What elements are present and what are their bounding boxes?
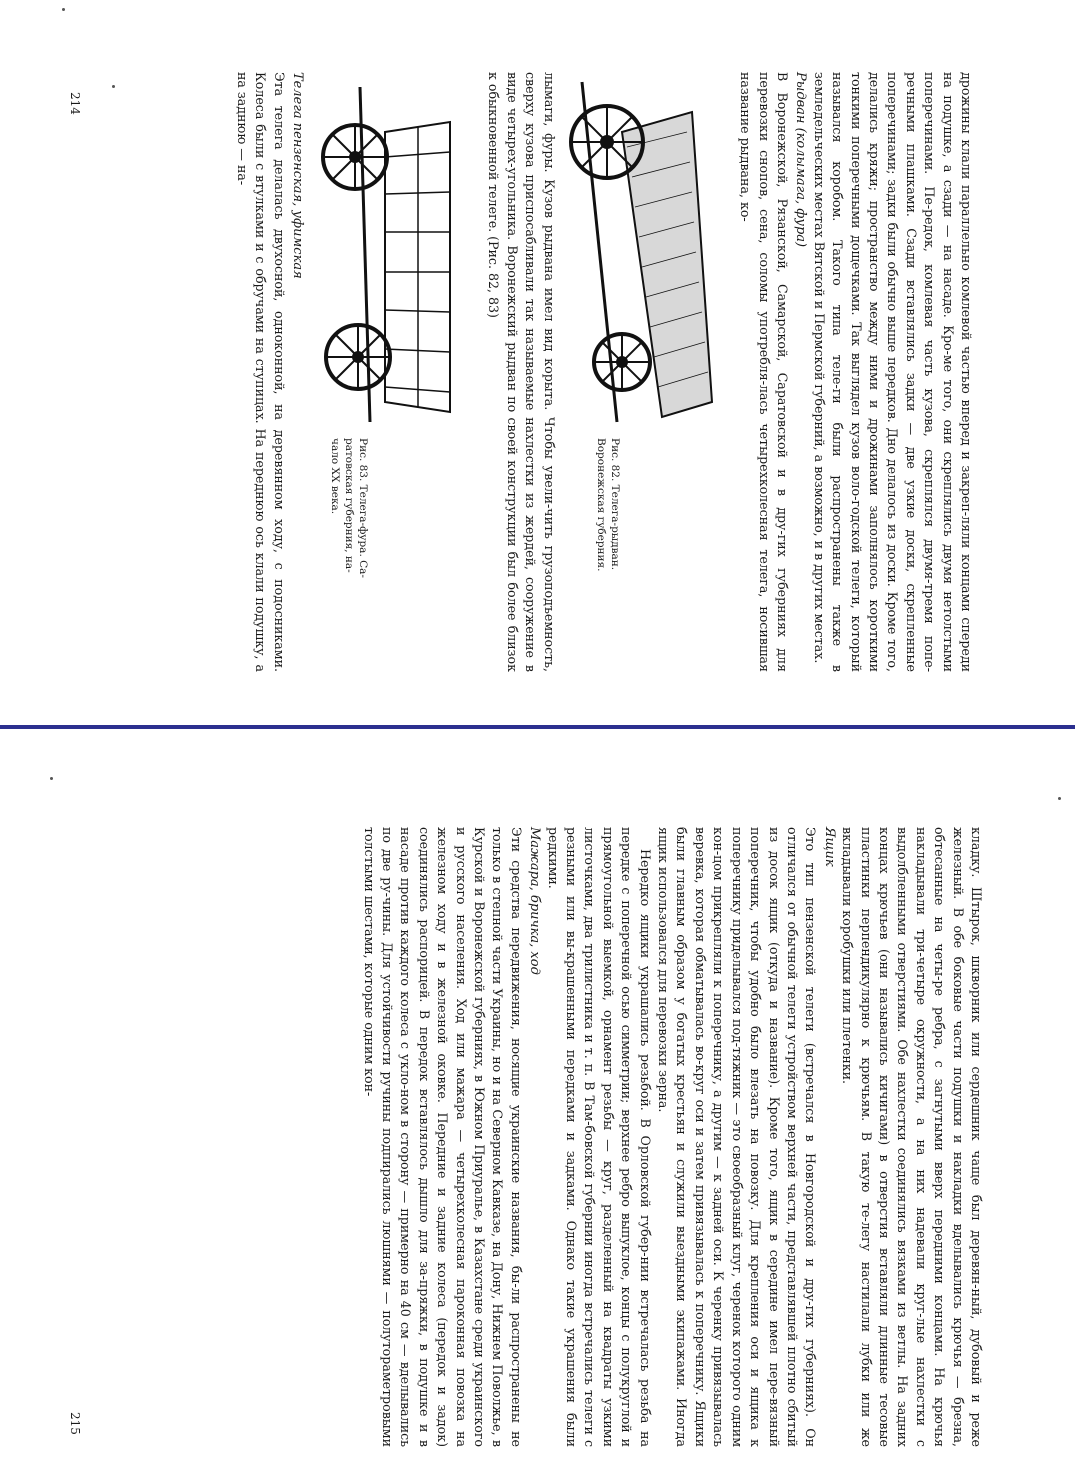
section-title-penza-cart: Телега пензенская, уфимская bbox=[290, 72, 306, 279]
page-number-214: 214 bbox=[68, 92, 82, 115]
page-214-scan bbox=[0, 0, 1075, 722]
spread-divider bbox=[0, 725, 1075, 729]
scan-speck bbox=[112, 85, 115, 88]
page-214-content bbox=[65, 72, 975, 672]
scan-speck bbox=[1058, 797, 1061, 800]
page-215-intro: кладку. Штырок, шкворник или сердешник чаще был деревян-ный, дубовый и реже железный. В обе боковые части подушки и накладки вделывались крючья — брезна, обтесанные на четы-ре ребра, с загнутыми вверх передними концами. На крючья накладывали три-четыре окружности, а на них надевали круг-лые нахлестки с выдолбленными отверстиями. Обе нахлестки соединялись вязками из ветлы. На задних концах крючьев (они назывались кичигами) в отверстия вставляли длинные тесовые пластинки перпендикулярно к крючьям. В такую те-легу настилали лубки или же вкладывали коробушки или плетенки. bbox=[840, 827, 984, 1447]
page-214-intro: дрожины клали параллельно комлевой частью вперед и закреп-ляли концами спереди на подушке, а сзади — на насаде. Кро-ме того, они скреплялись двумя нетолстыми поперечинами. Пе-редок, комлевая часть кузова, скреплялся двумя-тремя попе-речными плашками. Сзади вставлялись задки — две узкие доски, скрепленные поперечинами; задки были обычно выше передков. Дно делалось из доски. Кроме того, делались кряжи; пространство между ними и дрожинами заполнялось короткими тонкими поперечными дощечками. Так выглядел кузов воло-годской телеги, который назывался коробом. Такого типа теле-ги были распространены также в земледельческих местах Вятской и Пермской губерний, а возможно, и в других местах. bbox=[811, 72, 974, 672]
figure-83-caption: Рис. 83. Телега-фура. Са-ратовская губерния, на-чало XX века. bbox=[329, 438, 370, 578]
page-215-scan bbox=[0, 737, 1075, 1459]
cart-fura-icon bbox=[310, 72, 480, 432]
page-215-content bbox=[85, 827, 985, 1447]
section-text-rydvan: В Воронежской, Рязанской, Самарской, Саратовской и в дру-гих губерниях для перевозки снопов, сена, соломы употребля-лась четырехколесная телега, носившая название рыдвана, ко- bbox=[738, 72, 790, 672]
section-text-rydvan-cont: лымаги, фуры. Кузов рыдвана имел вид корыта. Чтобы увели-чить грузоподъемность, сверху кузова приспосабливали так называемые нахлестки из жердей, сооружение в виде четырех-угольника. Воронежский рыдван по своей конструкции был более близок к обыкновенной телеге. (Рис. 82, 83) bbox=[486, 72, 557, 672]
section-text-yashchik: Это тип пензенской телеги (встречался в Новгородской и дру-гих губерниях). Он отличался от обычной телеги устройством верхней части, представлявшей плотно сбитый из досок ящик (откуда и название). Кроме того, ящик в середине имел пере-вязный поперечник, чтобы удобно было влезать на повозку. Для крепления оси и ящика к поперечнику приделывался под-тяжник — это своеобразный клуг, черенок которого одним кон-цом прикрепляли к поперечнику, а другим — к задней оси. К черенку привязывалась веревка, которая обматывалась во-круг оси и затем привязывалась к поперечнику. Ящики были главным образом у богатых крестьян и служили выездными экипажами. Иногда ящик использовался для перевозки зерна. bbox=[656, 827, 819, 1447]
cart-rydvan-icon bbox=[562, 72, 732, 432]
figure-82-caption: Рис. 82. Телега-рыдван. Воронежская губерния. bbox=[594, 438, 621, 572]
scan-speck bbox=[62, 8, 65, 11]
section-text-yashchik-carving: Нередко ящики украшались резьбой. В Орловской губер-нии встречалась резьба на передке с поперечной осью симметрии; верхнее ребро выпуклое, концы с полукруглой и прямоугольной выемкой, орнамент резьбы — круг, разделенный на квадраты узкими листочками, два трилистника и т. п. В Там-бовской губернии иногда встречались телеги с резными или вы-крашенными передками и задками. Однако такие украшения были редкими. bbox=[545, 827, 653, 1447]
section-title-rydvan: Рыдван (колымага, фура) bbox=[793, 72, 809, 248]
section-title-yashchik: Ящик bbox=[821, 827, 837, 867]
section-title-mazhara: Мажара, бричка, ход bbox=[527, 827, 543, 975]
figure-83-row bbox=[310, 72, 480, 672]
figure-82-illustration bbox=[562, 72, 732, 432]
section-text-mazhara: Эти средства передвижения, носящие украинские названия, бы-ли распространены не только в степной части Украины, но и на Северном Кавказе, на Дону, Нижнем Поволжье, в Курской и Воронежской губерниях, в Южном Приуралье, в Казахстане среди украинского и русского населения. Ход или мажара — четырехколесная пароконная повозка на железном ходу и в железной оковке. Передние и задние колеса (передок и задок) соединялись распорицей. В передок вставлялось дышло для за-пряжки, в подушке и в насаде против каждого колеса с укло-ном в сторону — примерно на 40 см — вделывались по две ру-чины. Для устойчивости ручины подпирались люшнями — полутораметровыми толстыми шестами, которые одним кон- bbox=[361, 827, 524, 1447]
figure-83-illustration bbox=[310, 72, 480, 432]
section-text-penza-cart: Эта телега делалась двухосной, одноконной, на деревянном ходу, с подосниками. Колеса были с втулками и с обручами на ступицах. На переднюю ось клали подушку, а на заднюю — на- bbox=[234, 72, 287, 672]
scan-speck bbox=[50, 777, 53, 780]
figure-82-row bbox=[562, 72, 732, 672]
page-number-215: 215 bbox=[68, 1412, 82, 1435]
